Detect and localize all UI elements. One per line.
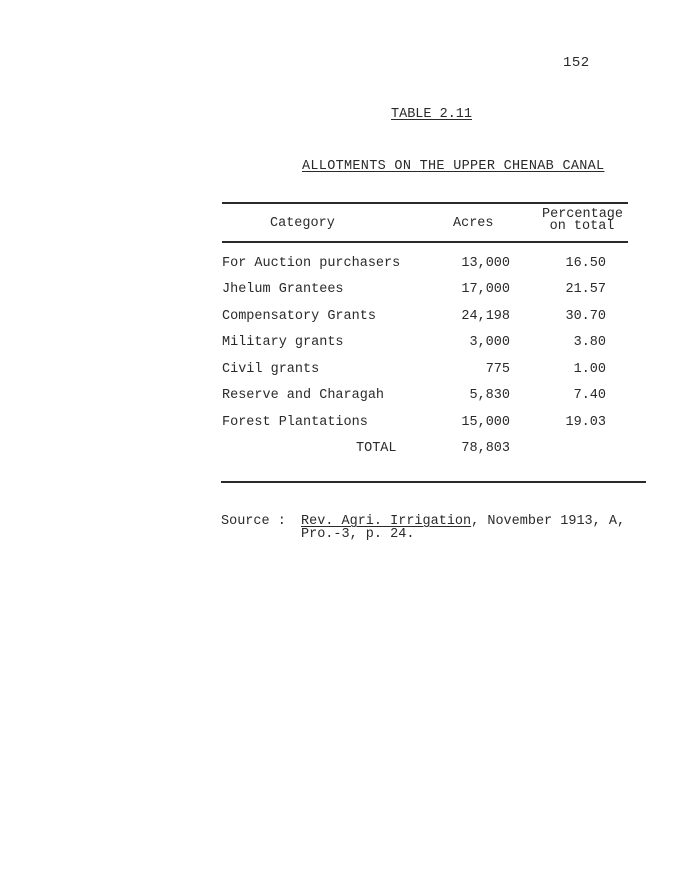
table-header-rule: [222, 241, 628, 243]
row-category: Jhelum Grantees: [222, 282, 344, 297]
source-reference-line2: Pro.-3, p. 24.: [301, 527, 415, 542]
header-acres: Acres: [453, 216, 494, 231]
page-number: 152: [563, 55, 590, 71]
row-category: For Auction purchasers: [222, 256, 401, 271]
row-category: Compensatory Grants: [222, 309, 376, 324]
row-category: Forest Plantations: [222, 415, 368, 430]
table-label: TABLE 2.11: [391, 107, 473, 122]
row-percentage: 21.57: [565, 282, 606, 297]
row-category: Military grants: [222, 335, 344, 350]
row-acres: 13,000: [461, 256, 510, 271]
row-acres: 775: [485, 362, 510, 377]
table-row: [222, 282, 642, 302]
header-percentage-line2: on total: [549, 219, 615, 234]
total-acres: 78,803: [461, 441, 510, 456]
source-reference-rest: , November 1913, A,: [471, 514, 626, 529]
header-percentage-line1: Percentage: [542, 207, 624, 222]
table-row: [222, 335, 642, 355]
table-total-row: [222, 441, 642, 461]
total-label: TOTAL: [356, 441, 397, 456]
row-category: Reserve and Charagah: [222, 388, 385, 403]
row-percentage: 3.80: [573, 335, 606, 350]
row-percentage: 1.00: [573, 362, 606, 377]
row-percentage: 7.40: [573, 388, 606, 403]
row-percentage: 16.50: [565, 256, 606, 271]
table-row: [222, 309, 642, 329]
row-acres: 5,830: [469, 388, 510, 403]
header-category: Category: [270, 216, 335, 231]
row-acres: 24,198: [461, 309, 510, 324]
row-percentage: 19.03: [565, 415, 606, 430]
row-category: Civil grants: [222, 362, 320, 377]
table-row: [222, 256, 642, 276]
table-bottom-rule: [221, 481, 646, 483]
row-acres: 15,000: [461, 415, 510, 430]
table-top-rule: [222, 202, 628, 204]
row-acres: 3,000: [469, 335, 510, 350]
source-reference-title: Rev. Agri. Irrigation: [301, 514, 472, 529]
table-row: [222, 362, 642, 382]
header-percentage: [542, 209, 622, 233]
table-title: ALLOTMENTS ON THE UPPER CHENAB CANAL: [302, 159, 605, 174]
table-row: [222, 388, 642, 408]
row-acres: 17,000: [461, 282, 510, 297]
row-percentage: 30.70: [565, 309, 606, 324]
source-label: Source :: [221, 514, 286, 529]
table-row: [222, 415, 642, 435]
